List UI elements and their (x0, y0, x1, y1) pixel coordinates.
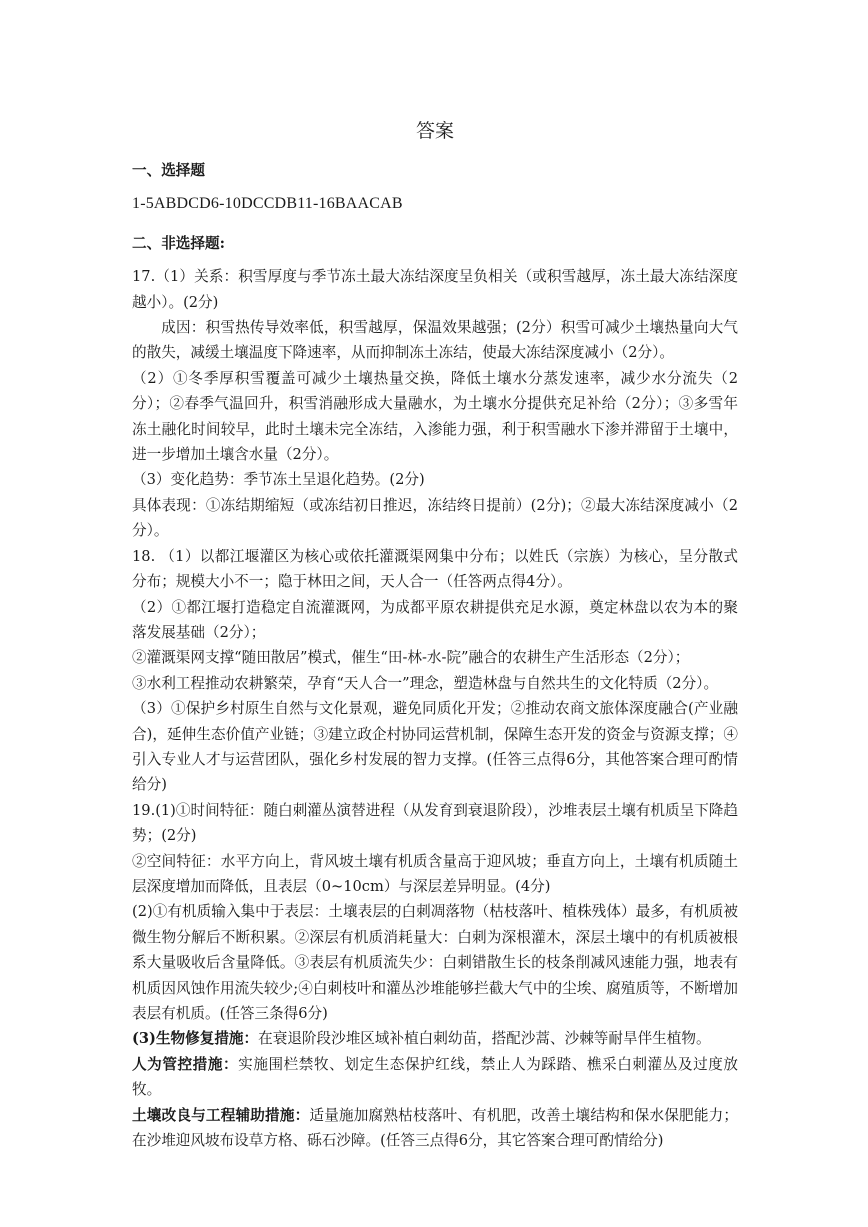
q18-part3: （3）①保护乡村原生自然与文化景观，避免同质化开发；②推动农商文旅体深度融合(产业融合)，延伸生态价值产业链；③建立政企村协同运营机制，保障生态开发的资金与资源支撑；④引入专业人才与运营团队，强化乡村发展的智力支撑。(任答三点得6分，其他答案合理可酌情给分) (132, 700, 738, 794)
q19-part3-bio-text: 在衰退阶段沙堆区域补植白刺幼苗，搭配沙蒿、沙棘等耐旱伴生植物。 (258, 1030, 711, 1048)
q19-part3-bio (132, 1026, 738, 1051)
q19-part3-soil (132, 1103, 738, 1154)
q17-part1-cause: 成因：积雪热传导效率低，积雪越厚，保温效果越强；(2分）积雪可减少土壤热量向大气的散失，减缓土壤温度下降速率，从而抑制冻土冻结，使最大冻结深度减小（2分）。 (132, 319, 738, 362)
q19-part2: (2)①有机质输入集中于表层：土壤表层的白刺凋落物（枯枝落叶、植株残体）最多，有机质被微生物分解后不断积累。②深层有机质消耗量大：白刺为深根灌木，深层土壤中的有机质被根系大量吸收后含量降低。③表层有机质流失少：白刺错散生长的枝条削减风速能力强，地表有机质因风蚀作用流失较少;④白刺枝叶和灌丛沙堆能够拦截大气中的尘埃、腐殖质等，不断增加表层有机质。(任答三条得6分) (132, 903, 738, 1022)
q18-part2-point3: ③水利工程推动农耕繁荣，孕育“天人合一”理念，塑造林盘与自然共生的文化特质（2分）。 (132, 674, 719, 692)
q18-part2-point1: （2）①都江堰打造稳定自流灌溉网，为成都平原农耕提供充足水源，奠定林盘以农为本的聚落发展基础（2分）； (132, 598, 738, 641)
q17-part3-trend: （3）变化趋势：季节冻土呈退化趋势。(2分) (132, 471, 425, 489)
q18-part1: 18. （1）以都江堰灌区为核心或依托灌溉渠网集中分布；以姓氏（宗族）为核心，呈分散式分布；规模大小不一；隐于林田之间，天人合一（任答两点得4分）。 (132, 547, 738, 591)
multiple-choice-answers: 1-5ABDCD6-10DCCDB11-16BAACAB (132, 195, 403, 213)
section-heading-multiple-choice: 一、选择题 (132, 162, 205, 179)
q17-part3-detail: 具体表现：①冻结期缩短（或冻结初日推迟，冻结终日提前）(2分)；②最大冻结深度减小（2分）。 (132, 496, 738, 540)
q19-part1-space: ②空间特征：水平方向上，背风坡土壤有机质含量高于迎风坡；垂直方向上，土壤有机质随土层深度增加而降低，且表层（0~10cm）与深层差异明显。(4分) (132, 852, 738, 895)
q19-part3-control (132, 1052, 738, 1103)
q19-part3-soil-text: 适量施加腐熟枯枝落叶、有机肥，改善土壤结构和保水保肥能力；在沙堆迎风坡布设草方格、砾石沙障。(任答三点得6分，其它答案合理可酌情给分) (132, 1106, 738, 1150)
q17-part2: （2）①冬季厚积雪覆盖可减少土壤热量交换，降低土壤水分蒸发速率，减少水分流失（2分）；②春季气温回升，积雪消融形成大量融水，为土壤水分提供充足补给（2分）；③多雪年冻土融化时间较早，此时土壤未完全冻结，入渗能力强，利于积雪融水下渗并滞留于土壤中，进一步增加土壤含水量（2分）。 (132, 369, 738, 464)
section-heading-free-response: 二、非选择题: (132, 234, 225, 252)
q19-part3-control-text: 实施围栏禁牧、划定生态保护红线，禁止人为踩踏、樵采白刺灌丛及过度放牧。 (132, 1055, 738, 1099)
q19-part3-bio-lead: (3)生物修复措施： (132, 1030, 259, 1048)
q19-part1-time: 19.(1)①时间特征：随白刺灌丛演替进程（从发育到衰退阶段），沙堆表层土壤有机质呈下降趋势；(2分) (132, 801, 738, 845)
q18-part2-point2: ②灌溉渠网支撑“随田散居”模式，催生“田-林-水-院”融合的农耕生产生活形态（2分）； (132, 649, 690, 667)
q17-part1-relation: 17.（1）关系：积雪厚度与季节冻土最大冻结深度呈负相关（或积雪越厚，冻土最大冻结深度越小）。(2分) (132, 268, 738, 311)
page-title: 答案 (415, 120, 454, 142)
q19-part3-soil-lead: 土壤改良与工程辅助措施： (132, 1106, 310, 1124)
q19-part3-control-lead: 人为管控措施： (132, 1055, 239, 1073)
